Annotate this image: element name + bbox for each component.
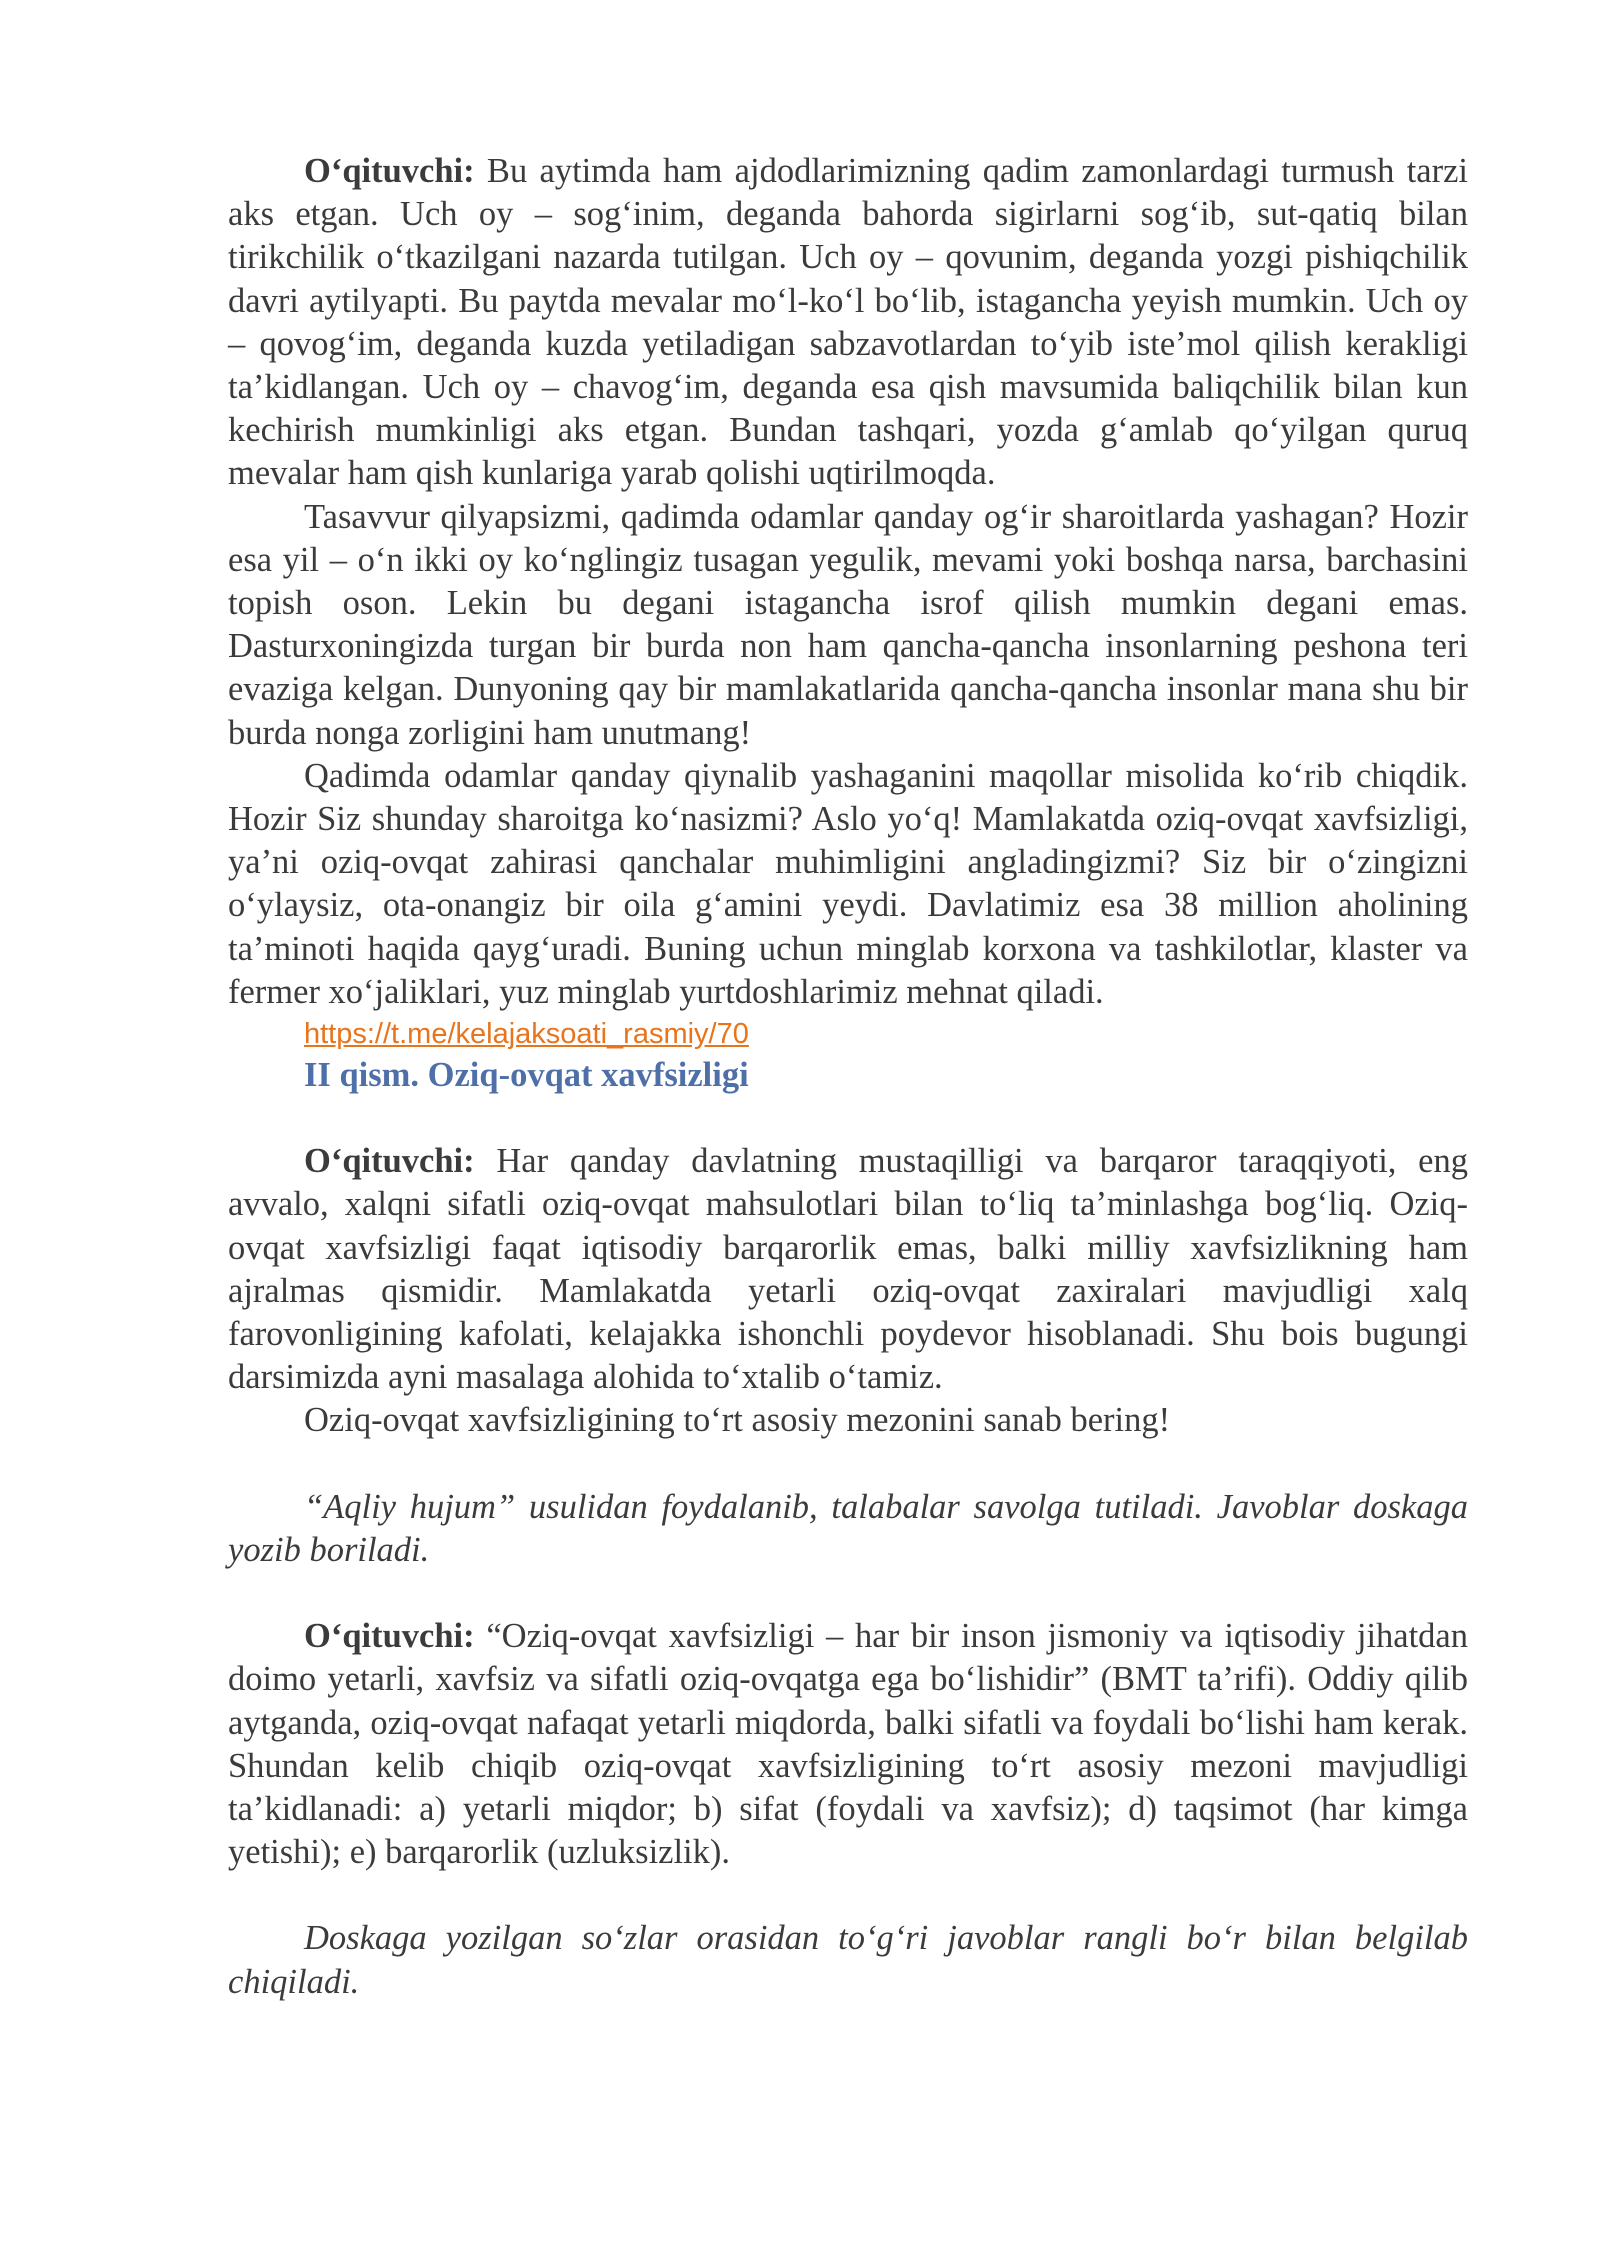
teacher-paragraph-7 [228, 1615, 1468, 1874]
instruction-paragraph-2: Doskaga yozilgan so‘zlar orasidan to‘g‘ri javoblar rangli bo‘r bilan belgilab chiqiladi. [228, 1919, 1468, 2001]
teacher-paragraph-4 [228, 1140, 1468, 1399]
section-heading: II qism. Oziq-ovqat xavfsizligi [304, 1056, 749, 1095]
paragraph-2: Tasavvur qilyapsizmi, qadimda odamlar qanday og‘ir sharoitlarda yashagan? Hozir esa yil – o‘n ikki oy ko‘nglingiz tusagan yegulik, mevami yoki boshqa narsa, barchasini topish oson. Lekin bu degani istagancha isrof qilish mumkin degani emas. Dasturxoningizda turgan bir burda non ham qancha-qancha insonlarning peshona teri evaziga kelgan. Dunyoning qay bir mamlakatlarida qancha-qancha insonlar mana shu bir burda nonga zorligini ham unutmang! [228, 497, 1468, 752]
instruction-paragraph-1: “Aqliy hujum” usulidan foydalanib, talabalar savolga tutiladi. Javoblar doskaga yozib boriladi. [228, 1487, 1468, 1569]
speaker-label: O‘qituvchi: [304, 1617, 475, 1656]
speaker-label: O‘qituvchi: [304, 1142, 475, 1181]
speaker-label: O‘qituvchi: [304, 152, 475, 190]
teacher-paragraph-1 [228, 150, 1468, 496]
telegram-link[interactable]: https://t.me/kelajaksoati_rasmiy/70 [304, 1018, 749, 1051]
document-page [228, 150, 1468, 2004]
paragraph-text: “Oziq-ovqat xavfsizligi – har bir inson jismoniy va iqtisodiy jihatdan doimo yetarli, xavfsiz va sifatli oziq-ovqatga ega bo‘lishidir” (BMT ta’rifi). Oddiy qilib aytganda, oziq-ovqat nafaqat yetarli miqdorda, balki sifatli va foydali bo‘lishi ham kerak. Shundan kelib chiqib oziq-ovqat xavfsizligining to‘rt asosiy mezoni mavjudligi ta’kidlanadi: a) yetarli miqdor; b) sifat (foydali va xavfsiz); d) taqsimot (har kimga yetishi); e) barqarorlik (uzluksizlik). [228, 1617, 1468, 1872]
question-paragraph: Oziq-ovqat xavfsizligining to‘rt asosiy mezonini sanab bering! [304, 1401, 1171, 1440]
paragraph-text: Bu aytimda ham ajdodlarimizning qadim zamonlardagi turmush tarzi aks etgan. Uch oy – sog‘inim, deganda bahorda sigirlarni sog‘ib, sut-qatiq bilan tirikchilik o‘tkazilgani nazarda tutilgan. Uch oy – qovunim, deganda yozgi pishiqchilik davri aytilyapti. Bu paytda mevalar mo‘l-ko‘l bo‘lib, istagancha yeyish mumkin. Uch oy – qovog‘im, deganda kuzda yetiladigan sabzavotlardan to‘yib iste’mol qilish kerakligi ta’kidlangan. Uch oy – chavog‘im, deganda esa qish mavsumida baliqchilik bilan kun kechirish mumkinligi aks etgan. Bundan tashqari, yozda g‘amlab qo‘yilgan quruq mevalar ham qish kunlariga yarab qolishi uqtirilmoqda. [228, 152, 1468, 493]
paragraph-text: Har qanday davlatning mustaqilligi va barqaror taraqqiyoti, eng avvalo, xalqni sifatli oziq-ovqat mahsulotlari bilan to‘liq ta’minlashga bog‘liq. Oziq-ovqat xavfsizligi faqat iqtisodiy barqarorlik emas, balki milliy xavfsizlikning ham ajralmas qismidir. Mamlakatda yetarli oziq-ovqat zaxiralari mavjudligi xalq farovonligining kafolati, kelajakka ishonchli poydevor hisoblanadi. Shu bois bugungi darsimizda ayni masalaga alohida to‘xtalib o‘tamiz. [228, 1142, 1468, 1397]
paragraph-3: Qadimda odamlar qanday qiynalib yashaganini maqollar misolida ko‘rib chiqdik. Hozir Siz shunday sharoitga ko‘nasizmi? Aslo yo‘q! Mamlakatda oziq-ovqat xavfsizligi, ya’ni oziq-ovqat zahirasi qanchalar muhimligini angladingizmi? Siz bir o‘zingizni o‘ylaysiz, ota-onangiz bir oila g‘amini yeydi. Davlatimiz esa 38 million aholining ta’minoti haqida qayg‘uradi. Buning uchun minglab korxona va tashkilotlar, klaster va fermer xo‘jaliklari, yuz minglab yurtdoshlarimiz mehnat qiladi. [228, 756, 1468, 1011]
